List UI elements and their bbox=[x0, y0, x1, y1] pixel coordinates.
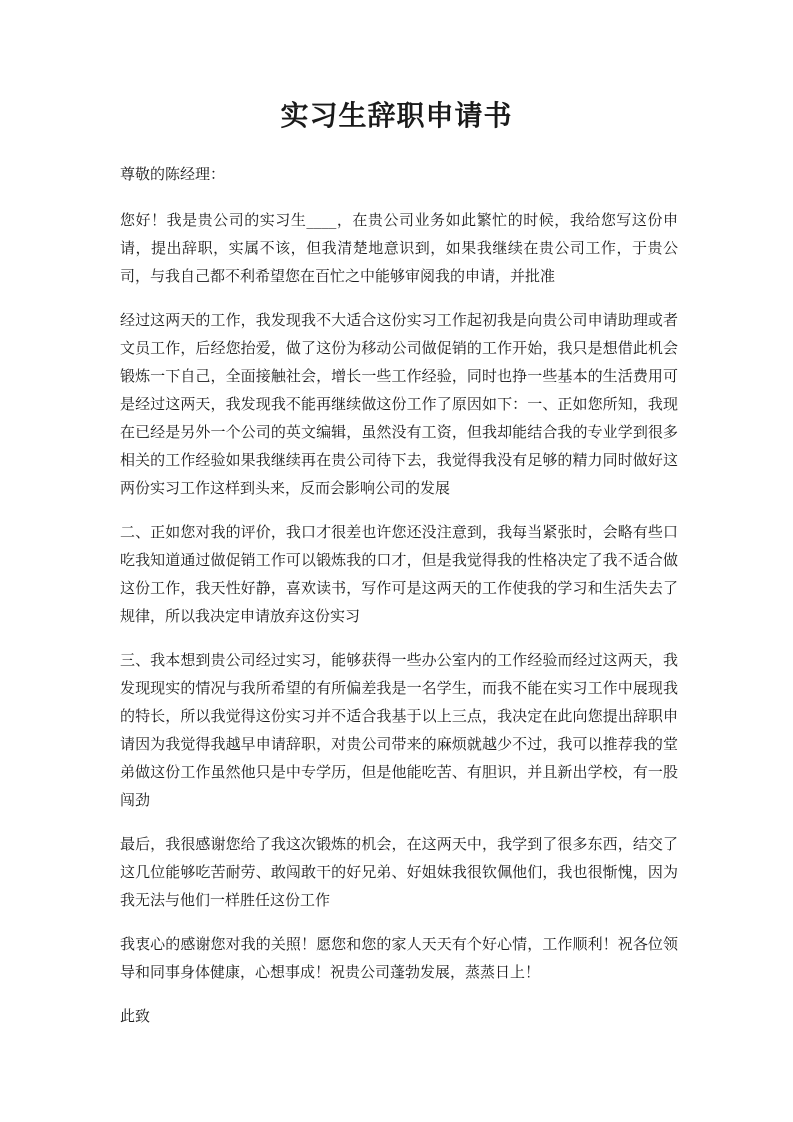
salutation: 尊敬的陈经理： bbox=[120, 165, 226, 183]
paragraph-thanks: 最后，我很感谢您给了我这次锻炼的机会，在这两天中，我学到了很多东西，结交了这几位能够吃苦耐劳、敢闯敢干的好兄弟、好姐妹我很钦佩他们，我也很惭愧，因为我无法与他们一样胜任这份工作 bbox=[120, 835, 678, 909]
closing-line: 此致 bbox=[120, 1007, 151, 1025]
document-title: 实习生辞职申请书 bbox=[280, 99, 513, 132]
paragraph-reason-three: 三、我本想到贵公司经过实习，能够获得一些办公室内的工作经验而经过这两天，我发现现实的情况与我所希望的有所偏差我是一名学生，而我不能在实习工作中展现我的特长，所以我觉得这份实习并不适合我基于以上三点，我决定在此向您提出辞职申请因为我觉得我越早申请辞职，对贵公司带来的麻烦就越少不过，我可以推荐我的堂弟做这份工作虽然他只是中专学历，但是他能吃苦、有胆识，并且新出学校，有一股闯劲 bbox=[120, 651, 678, 809]
paragraph-reason-one: 经过这两天的工作，我发现我不大适合这份实习工作起初我是向贵公司申请助理或者文员工作，后经您抬爱，做了这份为移动公司做促销的工作开始，我只是想借此机会锻炼一下自己，全面接触社会，增长一些工作经验，同时也挣一些基本的生活费用可是经过这两天，我发现我不能再继续做这份工作了原因如下：一、正如您所知，我现在已经是另外一个公司的英文编辑，虽然没有工资，但我却能结合我的专业学到很多相关的工作经验如果我继续再在贵公司待下去，我觉得我没有足够的精力同时做好这两份实习工作这样到头来，反而会影响公司的发展 bbox=[120, 311, 678, 497]
paragraph-wishes: 我衷心的感谢您对我的关照！愿您和您的家人天天有个好心情，工作顺利！祝各位领导和同事身体健康，心想事成！祝贵公司蓬勃发展，蒸蒸日上！ bbox=[120, 935, 678, 981]
document-body bbox=[120, 160, 678, 1030]
paragraph-reason-two: 二、正如您对我的评价，我口才很差也许您还没注意到，我每当紧张时，会略有些口吃我知道通过做促销工作可以锻炼我的口才，但是我觉得我的性格决定了我不适合做这份工作，我天性好静，喜欢读书，写作可是这两天的工作使我的学习和生活失去了规律，所以我决定申请放弃这份实习 bbox=[120, 523, 678, 625]
paragraph-intro: 您好！我是贵公司的实习生____，在贵公司业务如此繁忙的时候，我给您写这份申请，提出辞职，实属不该，但我清楚地意识到，如果我继续在贵公司工作，于贵公司，与我自己都不利希望您在百忙之中能够审阅我的申请，并批准 bbox=[120, 211, 678, 285]
